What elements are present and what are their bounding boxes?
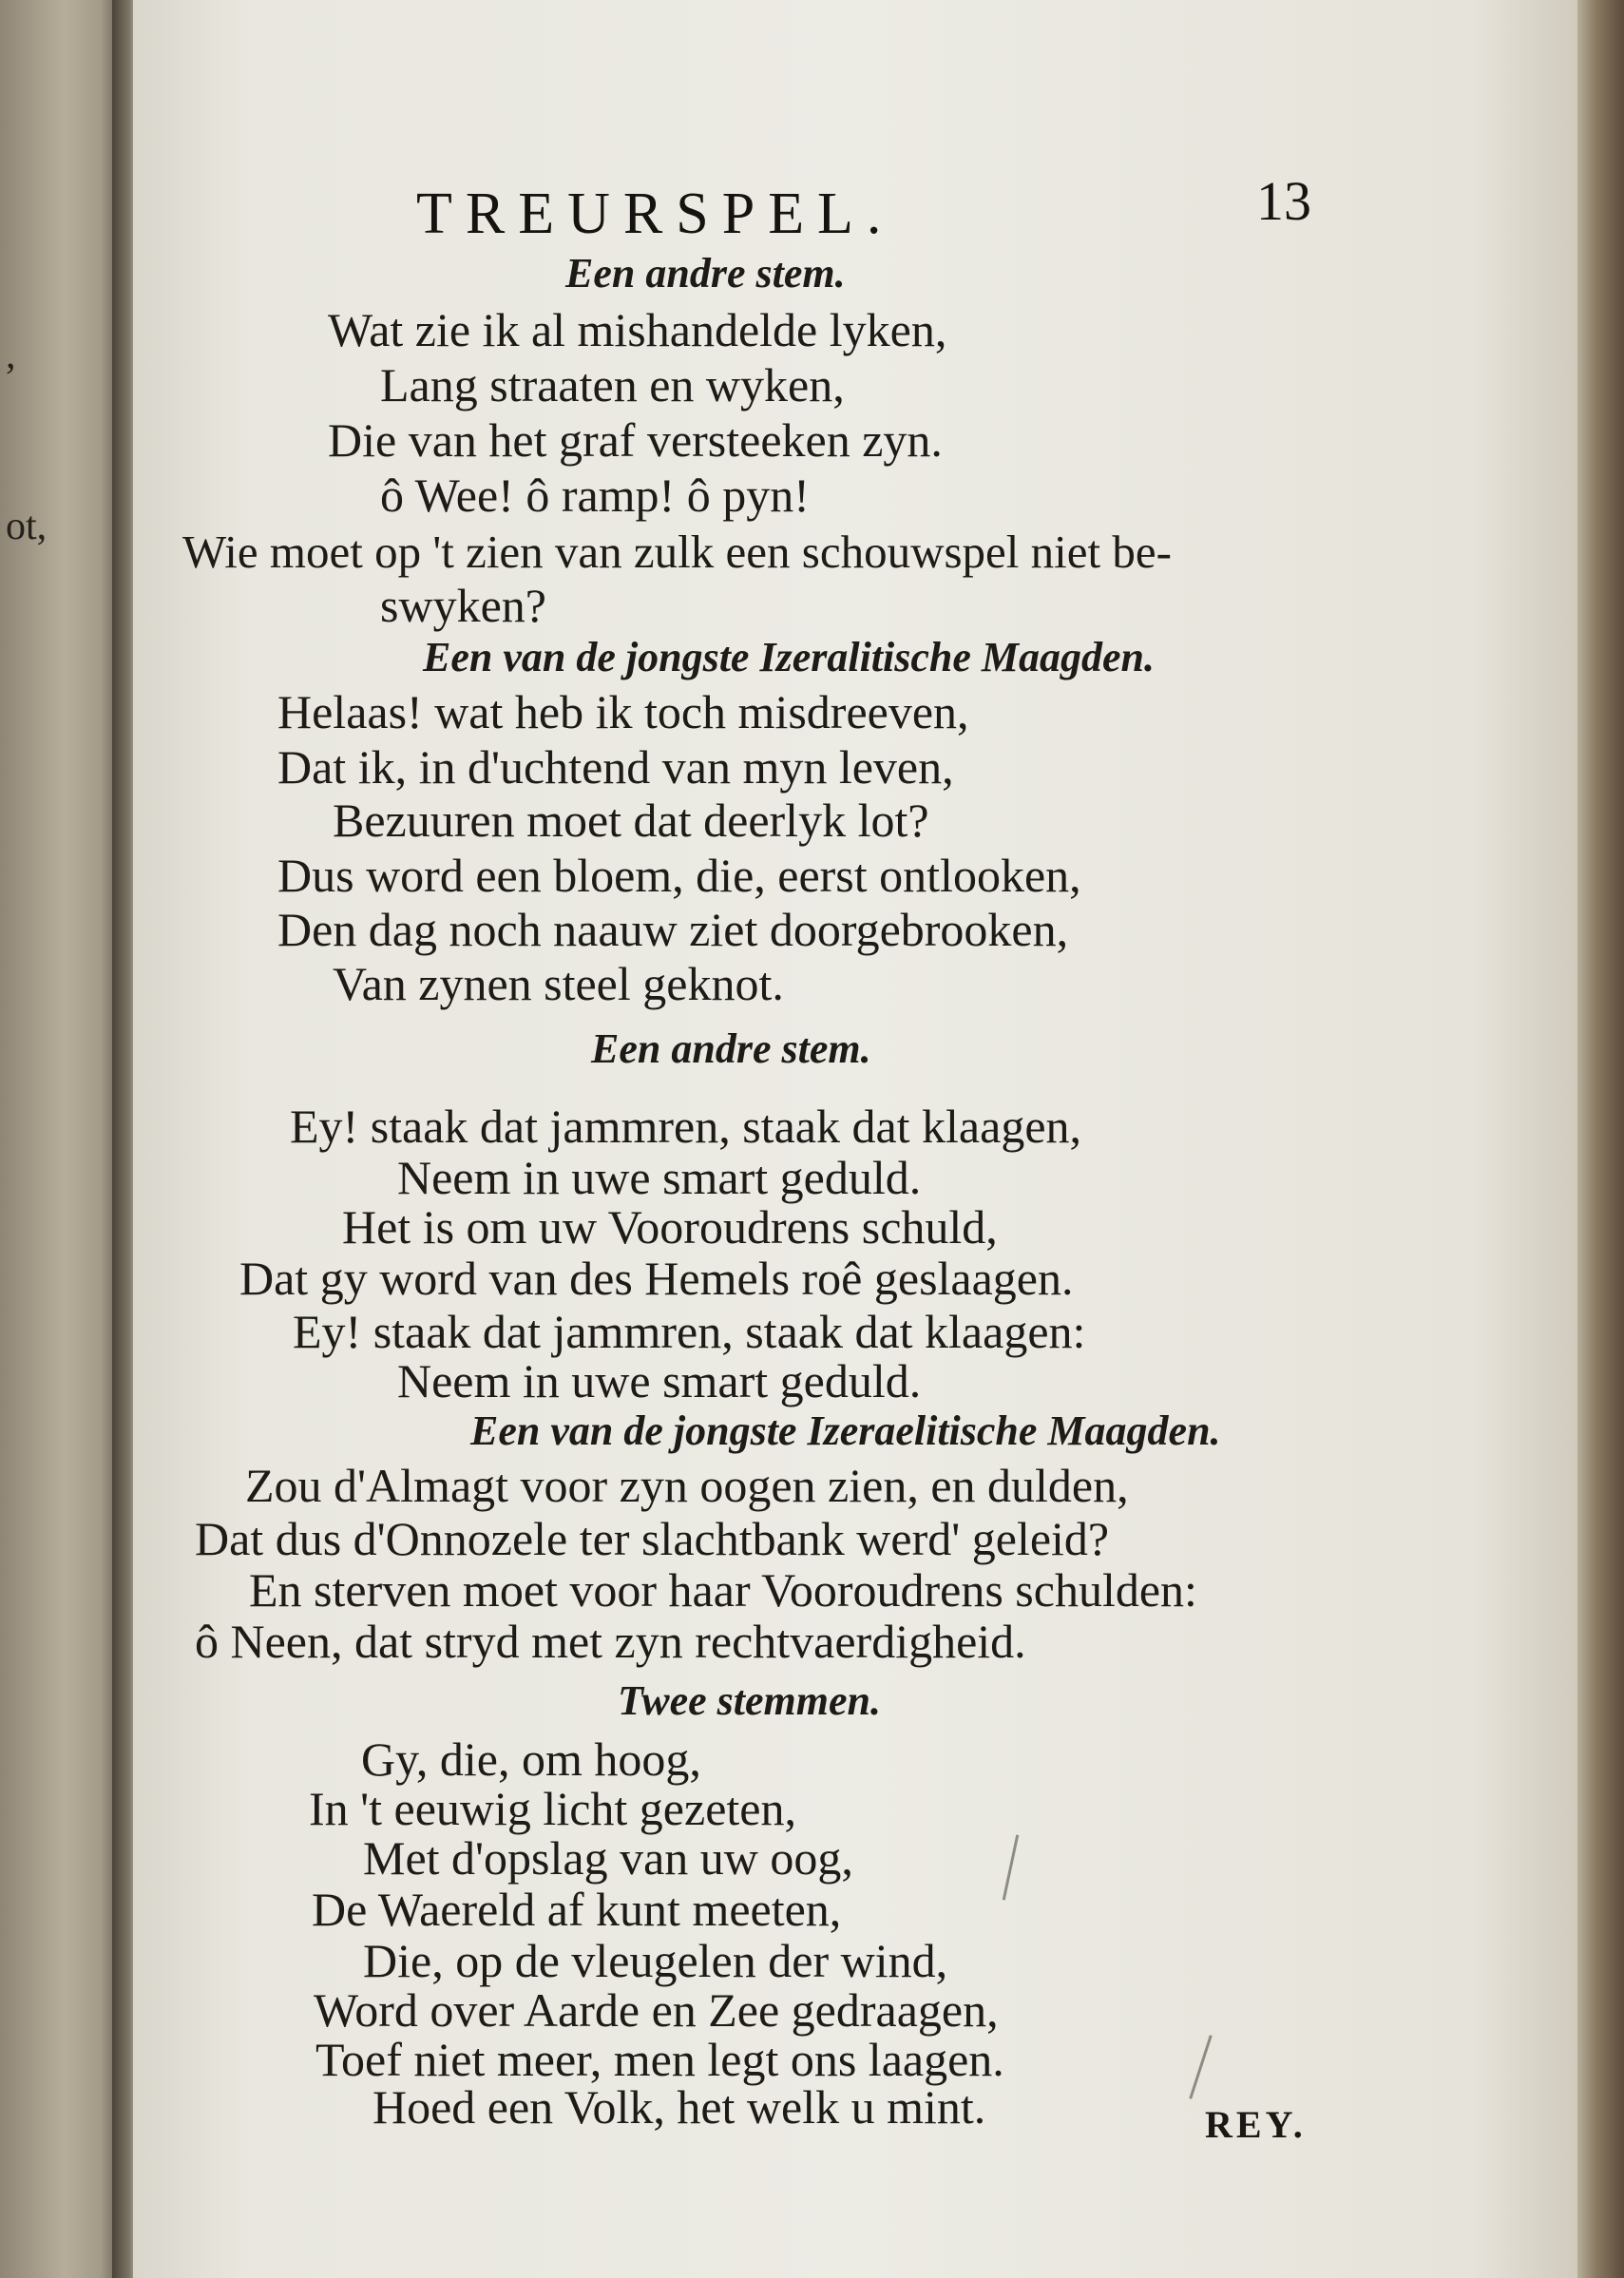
verse-line: ô Wee! ô ramp! ô pyn! [380,469,810,522]
verse-line: Word over Aarde en Zee gedraagen, [314,1983,999,2037]
verse-line: De Waereld af kunt meeten, [312,1883,842,1936]
verse-line: Dat dus d'Onnozele ter slachtbank werd' geleid? [195,1512,1110,1565]
verse-line: Dat gy word van des Hemels roê geslaagen. [239,1252,1074,1305]
verse-line: Wat zie ik al mishandelde lyken, [328,303,947,356]
verse-line: Die van het graf versteeken zyn. [328,413,943,467]
verse-line: En sterven moet voor haar Vooroudrens schulden: [249,1563,1197,1617]
verse-line: Bezuuren moet dat deerlyk lot? [333,794,929,847]
left-page-fragment: , [6,334,16,377]
right-page-edge [1577,0,1624,2278]
verse-line: Lang straaten en wyken, [380,358,845,412]
left-page-edge [0,0,119,2278]
speaker-heading: Een van de jongste Izeralitische Maagden. [423,634,1156,680]
speaker-heading: Een van de jongste Izeraelitische Maagden. [470,1407,1221,1454]
catchword: REY. [1205,2103,1307,2146]
verse-line: In 't eeuwig licht gezeten, [309,1782,796,1835]
verse-line: Dus word een bloem, die, eerst ontlooken, [277,849,1081,902]
speaker-heading: Een andre stem. [591,1025,871,1072]
verse-line: Zou d'Almagt voor zyn oogen zien, en dulden, [245,1459,1129,1512]
verse-line: Gy, die, om hoog, [361,1732,701,1786]
verse-line: Ey! staak dat jammren, staak dat klaagen, [290,1100,1082,1153]
page-number: 13 [1256,170,1311,232]
verse-line: Neem in uwe smart geduld. [397,1151,922,1204]
verse-line: Neem in uwe smart geduld. [397,1354,922,1407]
verse-line: Het is om uw Vooroudrens schuld, [342,1200,998,1254]
verse-line: Wie moet op 't zien van zulk een schouwspel niet be- [182,526,1172,578]
verse-line: Den dag noch naauw ziet doorgebrooken, [277,903,1069,956]
left-page-fragment: ot, [6,505,48,548]
verse-line: Met d'opslag van uw oog, [363,1831,853,1885]
verse-line: Toef niet meer, men legt ons laagen. [315,2033,1004,2086]
verse-line: Ey! staak dat jammren, staak dat klaagen: [293,1305,1086,1358]
verse-line: ô Neen, dat stryd met zyn rechtvaerdigheid. [195,1615,1026,1668]
speaker-heading: Twee stemmen. [618,1677,881,1724]
verse-line: Hoed een Volk, het welk u mint. [373,2080,986,2134]
running-header-title: TREURSPEL. [416,182,895,246]
verse-line: Die, op de vleugelen der wind, [363,1934,948,1987]
verse-line: Helaas! wat heb ik toch misdreeven, [277,685,969,738]
speaker-heading: Een andre stem. [565,250,846,297]
verse-line: Dat ik, in d'uchtend van myn leven, [277,740,954,794]
verse-line: Van zynen steel geknot. [333,957,784,1010]
verse-line: swyken? [380,579,546,632]
